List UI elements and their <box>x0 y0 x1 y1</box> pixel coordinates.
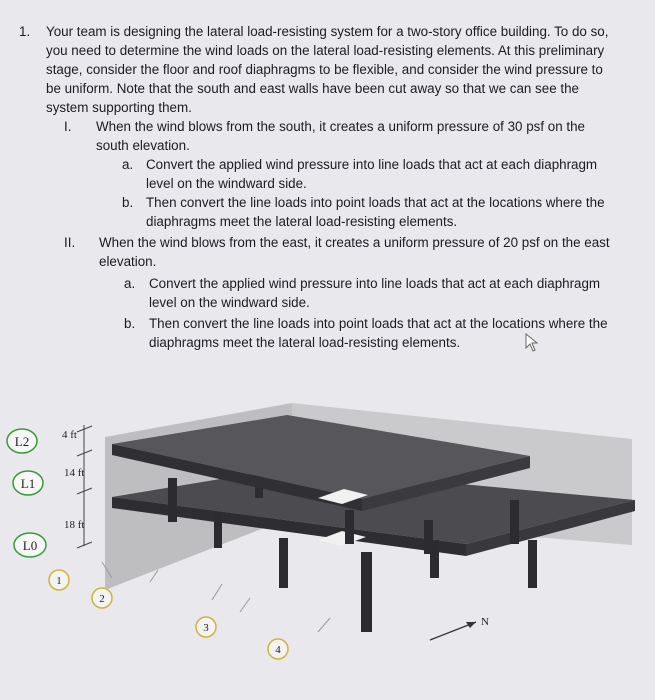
part-I-b-line-1: Then convert the line loads into point loads that act at the locations where the <box>146 195 605 210</box>
svg-text:L0: L0 <box>22 538 38 553</box>
part-I-marker: I. <box>64 119 72 134</box>
svg-text:2: 2 <box>99 593 105 605</box>
part-I-line-2: south elevation. <box>96 138 190 153</box>
part-II-marker: II. <box>64 235 76 250</box>
svg-text:3: 3 <box>203 622 209 634</box>
intro-line-4: be uniform. Note that the south and east walls have been cut away so that we can see the <box>46 81 579 96</box>
part-II-b-line-1: Then convert the line loads into point loads that act at the locations where the <box>149 316 608 331</box>
part-I-a-line-1: Convert the applied wind pressure into line loads that act at each diaphragm <box>146 157 598 172</box>
north-arrow-icon <box>430 616 489 640</box>
dimension-18ft: 18 ft <box>64 519 85 531</box>
part-I-b-marker: b. <box>122 195 134 210</box>
part-II-b-marker: b. <box>124 316 136 331</box>
intro-line-5: system supporting them. <box>46 100 192 115</box>
dimension-4ft: 4 ft <box>62 429 77 441</box>
svg-text:1: 1 <box>56 575 62 587</box>
part-II-line-1: When the wind blows from the east, it creates a uniform pressure of 20 psf on the east <box>99 235 610 250</box>
part-I-a-line-2: level on the windward side. <box>146 176 307 191</box>
north-label: N <box>481 616 489 628</box>
svg-text:4: 4 <box>275 644 281 656</box>
level-l2 <box>7 429 37 453</box>
gridline-3 <box>196 617 216 637</box>
part-I-b-line-2: diaphragms meet the lateral load-resisting elements. <box>146 214 458 229</box>
intro-line-2: you need to determine the wind loads on the lateral load-resisting elements. At this preliminary <box>46 43 605 58</box>
level-l1 <box>13 471 43 495</box>
gridline-1 <box>49 570 69 590</box>
part-I-line-1: When the wind blows from the south, it creates a uniform pressure of 30 psf on the <box>96 119 586 134</box>
level-l0 <box>14 533 46 557</box>
part-II-b-line-2: diaphragms meet the lateral load-resisting elements. <box>149 335 461 350</box>
part-II-a-line-2: level on the windward side. <box>149 295 310 310</box>
intro-line-3: stage, consider the floor and roof diaphragms to be flexible, and consider the wind pressure to <box>46 62 603 77</box>
part-II-line-2: elevation. <box>99 254 157 269</box>
dimension-14ft: 14 ft <box>64 467 85 479</box>
gridline-4 <box>268 639 288 659</box>
part-II-a-marker: a. <box>124 276 136 291</box>
gridline-2 <box>92 588 112 608</box>
part-I-a-marker: a. <box>122 157 134 172</box>
question-number: 1. <box>19 24 31 39</box>
intro-line-1: Your team is designing the lateral load-resisting system for a two-story office building. To do so, <box>46 24 609 39</box>
svg-text:L1: L1 <box>20 476 36 491</box>
part-II-a-line-1: Convert the applied wind pressure into line loads that act at each diaphragm <box>149 276 601 291</box>
svg-text:L2: L2 <box>14 434 30 449</box>
